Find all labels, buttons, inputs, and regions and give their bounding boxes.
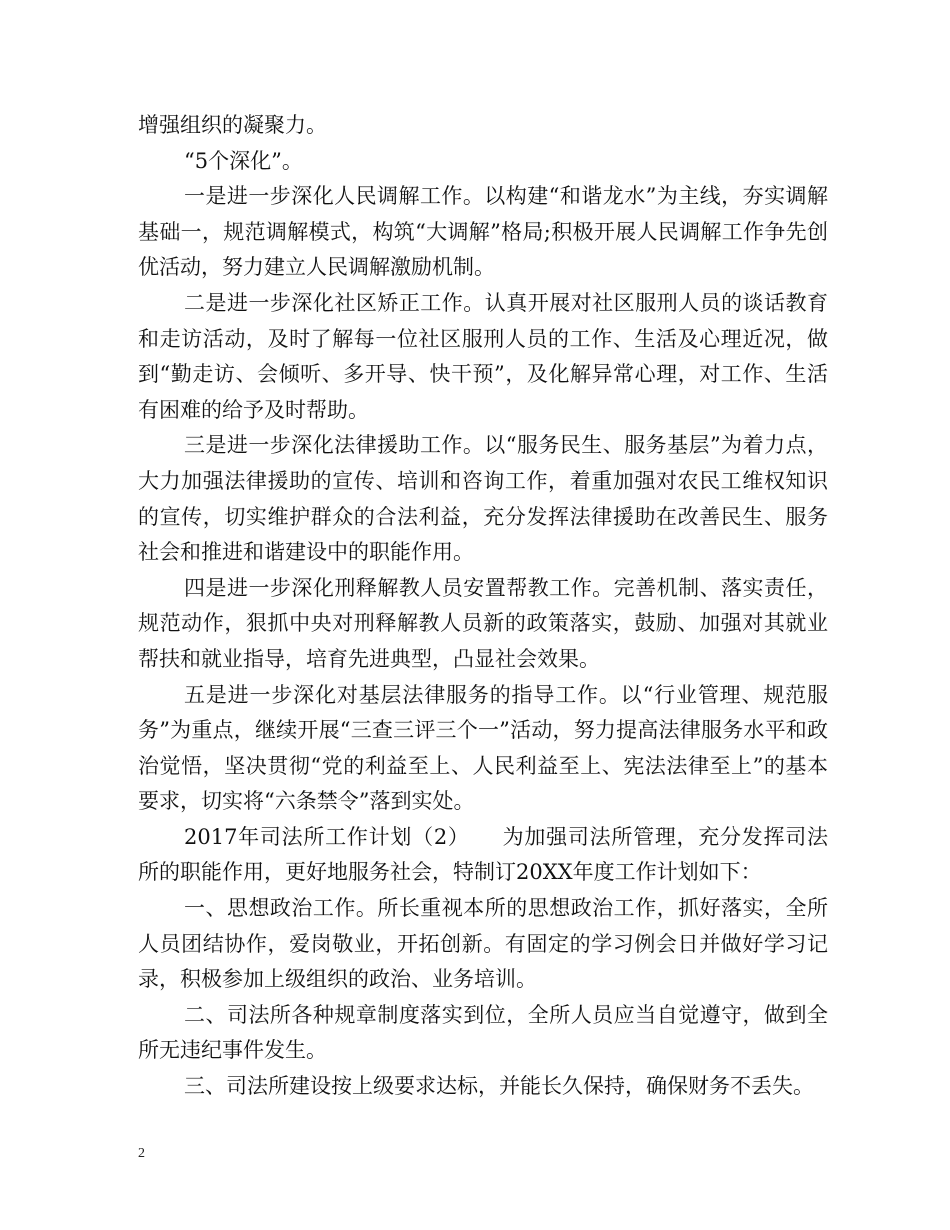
paragraph-10: 二、司法所各种规章制度落实到位，全所人员应当自觉遵守，做到全所无违纪事件发生。 bbox=[138, 1002, 828, 1063]
paragraph-1: 增强组织的凝聚力。 bbox=[138, 113, 327, 137]
paragraph-5: 三是进一步深化法律援助工作。以“服务民生、服务基层”为着力点，大力加强法律援助的宣传、培训和咨询工作，着重加强对农民工维权知识的宣传，切实维护群众的合法利益，充分发挥法律援助在改善民生、服务社会和推进和谐建设中的职能作用。 bbox=[138, 433, 828, 565]
paragraph-2: “5个深化”。 bbox=[184, 148, 303, 173]
page-number: 2 bbox=[138, 1146, 145, 1161]
paragraph-11: 三、司法所建设按上级要求达标，并能长久保持，确保财务不丢失。 bbox=[184, 1074, 814, 1099]
paragraph-8: 2017年司法所工作计划（2） 为加强司法所管理，充分发挥司法所的职能作用，更好地服务社会，特制订20XX年度工作计划如下： bbox=[138, 824, 828, 885]
paragraph-4: 二是进一步深化社区矫正工作。认真开展对社区服刑人员的谈话教育和走访活动，及时了解每一位社区服刑人员的工作、生活及心理近况，做到“勤走访、会倾听、多开导、快干预”，及化解异常心理，对工作、生活有困难的给予及时帮助。 bbox=[138, 290, 828, 422]
paragraph-9: 一、思想政治工作。所长重视本所的思想政治工作，抓好落实，全所人员团结协作，爱岗敬业，开拓创新。有固定的学习例会日并做好学习记录，积极参加上级组织的政治、业务培训。 bbox=[138, 896, 828, 992]
paragraph-6: 四是进一步深化刑释解教人员安置帮教工作。完善机制、落实责任，规范动作，狠抓中央对刑释解教人员新的政策落实，鼓励、加强对其就业帮扶和就业指导，培育先进典型，凸显社会效果。 bbox=[138, 575, 828, 671]
paragraph-7: 五是进一步深化对基层法律服务的指导工作。以“行业管理、规范服务”为重点，继续开展“三查三评三个一”活动，努力提高法律服务水平和政治觉悟，坚决贯彻“党的利益至上、人民利益至上、宪法法律至上”的基本要求，切实将“六条禁令”落到实处。 bbox=[138, 682, 828, 814]
document-body bbox=[138, 108, 828, 1105]
paragraph-3: 一是进一步深化人民调解工作。以构建“和谐龙水”为主线，夯实调解基础一，规范调解模式，构筑“大调解”格局;积极开展人民调解工作争先创优活动，努力建立人民调解激励机制。 bbox=[138, 184, 828, 280]
